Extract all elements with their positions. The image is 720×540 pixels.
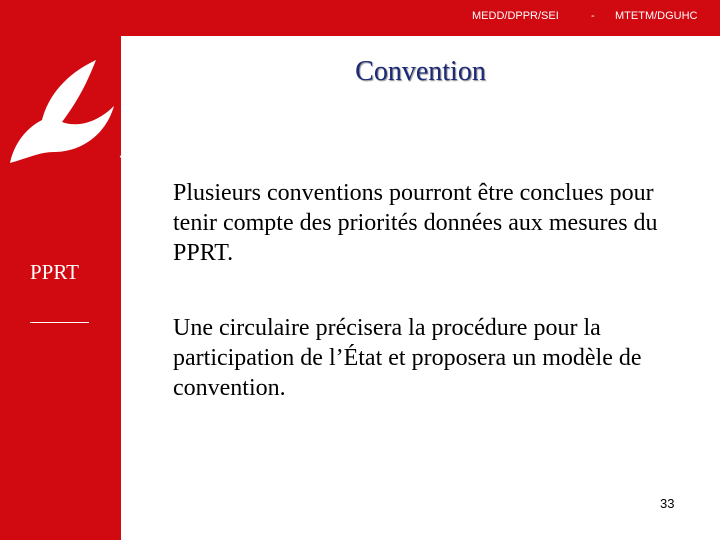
header-org-right: MTETM/DGUHC — [615, 10, 698, 22]
sidebar-label: PPRT — [30, 260, 79, 284]
header-separator: - — [591, 10, 595, 22]
body-paragraph-2: Une circulaire précisera la procédure pour la participation de l’État et proposera un modèle de convention. — [173, 315, 642, 401]
page-number: 33 — [660, 496, 675, 511]
sidebar-divider — [30, 322, 89, 323]
slide-title: Convention — [355, 56, 486, 87]
leaf-logo-icon — [0, 36, 121, 176]
body-paragraph-1: Plusieurs conventions pourront être conclues pour tenir compte des priorités données aux mesures du PPRT. — [173, 180, 658, 266]
header-org-left: MEDD/DPPR/SEI — [472, 10, 559, 22]
